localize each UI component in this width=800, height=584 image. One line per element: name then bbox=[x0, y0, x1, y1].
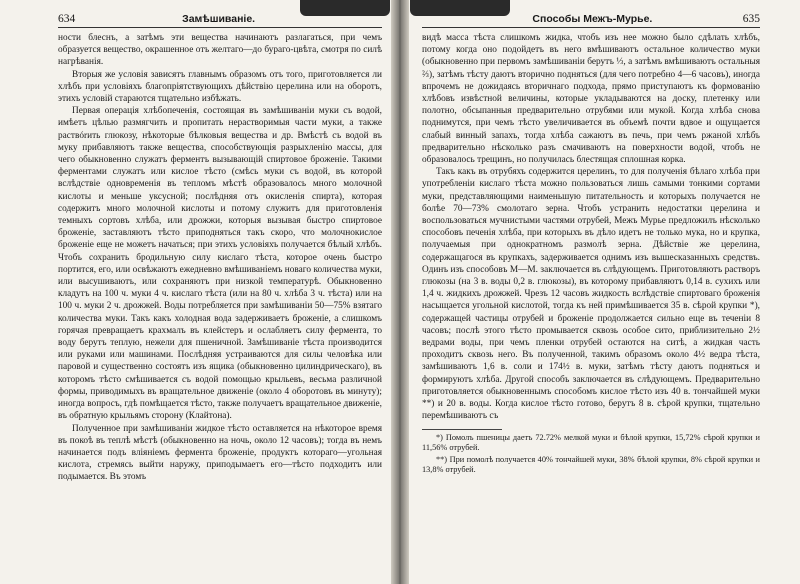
left-page-number: 634 bbox=[58, 13, 76, 25]
left-running-title: Замѣшиваніе. bbox=[182, 13, 256, 25]
right-page-body bbox=[422, 32, 760, 423]
left-page bbox=[0, 0, 398, 584]
footnotes bbox=[422, 433, 760, 476]
footnote-2: **) При помолѣ получается 40% тончайшей муки, 38% бѣлой крупки, 8% сѣрой крупки и 13,8% отрубей. bbox=[422, 454, 760, 475]
left-header-rule bbox=[58, 27, 382, 28]
left-top-shadow bbox=[300, 0, 390, 16]
right-top-shadow bbox=[410, 0, 510, 16]
right-paragraph-1: видѣ масса тѣста слишкомъ жидка, чтобъ изъ нее можно было сдѣлать хлѣбъ, потому когда оно подойдетъ въ него вмѣшиваютъ остальное количество муки (обыкновенно при первомъ замѣшиваніи берутъ ⅓, а затѣмъ вмѣшиваютъ остальныя ⅔), затѣмъ тѣсту даютъ вторично подняться (для чего потребно 4—6 часовъ), иногда впрочемъ не дожидаясь вторичнаго подхода, прямо приступаютъ къ формованію хлѣбовъ извѣстной величины, которые укладываются на доску, плетенку или полотно, обсыпанныя предварительно отрубями или мукой. Когда хлѣба снова поднимутся, при чемъ тѣсто увеличивается въ объемѣ почти вдвое и ощущается слабый винный запахъ, тогда хлѣба сажаютъ въ печь, при чемъ ржаной хлѣбъ предварительно нѣсколько разъ смачиваютъ на поверхности водой, чтобъ не образовалось трещинъ, но получилась блестящая сплошная корка. bbox=[422, 33, 760, 166]
right-page bbox=[402, 0, 800, 584]
right-page-number: 635 bbox=[742, 13, 760, 25]
left-paragraph-1: ности блеснъ, а затѣмъ эти вещества начинаютъ разлагаться, при чемъ образуется вещество, окрашенное отъ желтаго—до бураго-цвѣта, смотря по силѣ нагрѣванія. bbox=[58, 33, 382, 68]
footnote-1: *) Помолъ пшеницы даетъ 72.72% мелкой муки и бѣлой крупки, 15,72% сѣрой крупки и 11,56% отрубей. bbox=[422, 432, 760, 453]
right-running-title: Способы Межъ-Мурье. bbox=[532, 13, 653, 25]
footnote-rule bbox=[422, 429, 502, 430]
left-paragraph-4: Полученное при замѣшиваніи жидкое тѣсто оставляется на нѣкоторое время въ покоѣ въ теплѣ мѣстѣ (обыкновенно на ночь, около 12 часовъ); тогда въ немъ начинается подъ вліяніемъ фермента броженіе, продуктъ котораго—угольная кислота, стремясь выйти наружу, приподымаетъ его—тѣсто подходитъ или подымается. Въ этомъ bbox=[58, 423, 382, 483]
left-paragraph-2: Вторыя же условія зависятъ главнымъ образомъ отъ того, приготовляется ли хлѣбъ при условіяхъ благопріятствующихъ дѣйствію церелина или на оборотъ, этихъ условій стараются тщательно избѣжать. bbox=[58, 69, 382, 105]
right-paragraph-2: Такъ какъ въ отрубяхъ содержится церелинъ, то для полученія бѣлаго хлѣба при употребленіи кислаго тѣста можно пользоваться лишь самыми тонкими сортами муки, представляющими наименьшую питательность и которыхъ получается не болѣе 70—73% смолотаго зерна. Чтобъ устранить недостатки церелина и воспользоваться мучнистыми частями отрубей, Межъ Мурье предложилъ нѣсколько способовъ печенія хлѣба, при которыхъ въ дѣло идетъ не только мука, но и крупка, получаемыя при однократномъ размолѣ зерна. Дѣйствіе же церелина, содержащагося въ крупкахъ, задерживается однимъ изъ вышесказанныхъ средствъ. Одинъ изъ способовъ М—М. заключается въ слѣдующемъ. Приготовляютъ растворъ глюкозы (на 3 в. воды 0,2 в. глюкозы), въ которому прибавляютъ 0,14 в. сухихъ или 1,4 ч. жидкихъ дрожжей. Чрезъ 12 часовъ жидкость вслѣдствіе спиртоваго броженія насыщается угольной кислотой, тогда къ ней примѣшивается 35 в. сѣрой крупки *), содержащей частицы отрубей и броженіе продолжается сильно еще въ теченіи 8 часовъ; послѣ этого тѣсто промывается сквозь особое сито, приблизительно 2½ ведрами воды, при чемъ пленки отрубей остаются на ситѣ, а жидкая часть проходитъ сквозь него. Въ полученной, такимъ образомъ около 4½ ведра тѣста, замѣшиваютъ 1,6 в. соли и 174½ в. муки, затѣмъ тѣсту даютъ подняться и формируютъ хлѣба. Другой способъ заключается въ слѣдующемъ. Предварительно приготовляется обыкновеннымъ способомъ кислое тѣсто изъ 40 в. тончайшей муки **) и 20 в. воды. Когда кислое тѣсто готово, берутъ 8 в. сѣрой крупки, тщательно перемѣшиваютъ съ bbox=[422, 167, 760, 422]
left-paragraph-3: Первая операція хлѣбопеченія, состоящая въ замѣшиваніи муки съ водой, имѣетъ цѣлью размягчить и пропитать нерастворимыя части муки, а также раствórить глюкозу, нѣкоторые бѣлковыя вещества и др. Вмѣстѣ съ водой въ муку прибавляютъ также вещества, способствующія разрыхленію массы, для чего обыкновенно служатъ ферментъ вызывающій спиртовое броженіе. Такими ферментами служатъ или кислое тѣсто (смѣсь муки съ водой, въ которой вслѣдствіе одновременія въ тепломъ мѣстѣ образовалось много молочной кислоты и меньше уксусной; послѣдняя отъ окисленія спирта), которая содержитъ много молочной кислоты и потому служитъ для приготовленія темныхъ сортовъ хлѣба, или дрожжи, которыя вызывая быстро спиртовое броженіе, заставляютъ тѣсто приподняться такъ скоро, что молочнокислое броженіе еще не можетъ начаться; при этихъ условіяхъ получается бѣлый хлѣбъ. Чтобъ сохранить бродильную силу кислаго тѣста, которое очень быстро портится, его, или освѣжаютъ ежедневно вмѣшиваніемъ новаго количества муки, или высушиваютъ, или сохраняютъ при низкой температурѣ. Обыкновенно кладутъ на 100 ч. муки 4 ч. кислаго тѣста (или на 80 ч. хлѣба 3 ч. тѣста) или на 100 ч. муки 2 ч. дрожжей. Воды потребляется при замѣшиваніи 50—75% взятаго количества муки. Такъ какъ холодная вода задерживаетъ броженіе, а слишкомъ горячая превращаетъ крахмалъ въ клейстеръ и ослабляетъ силу фермента, то воду берутъ теплую, нежели для пшеничной. Замѣшиваніе тѣста производится или руками или машинами. Послѣдняя устраиваются для силы человѣка или паровой и существенно состоятъ изъ ящика (обыкновенно цилиндрическаго), въ которомъ тѣсто смѣшивается съ водой помощью крыльевъ, весьма различной формы, приводимыхъ въ вращательное движеніе (около 4 оборотовъ въ минуту); иногда вопросъ, гдѣ помѣщается тѣсто, также получаетъ вращательное движеніе, въ обратную крыльямъ сторону (Клайтона). bbox=[58, 106, 382, 422]
book-gutter bbox=[391, 0, 409, 584]
left-page-body bbox=[58, 32, 382, 484]
right-header-rule bbox=[422, 27, 760, 28]
